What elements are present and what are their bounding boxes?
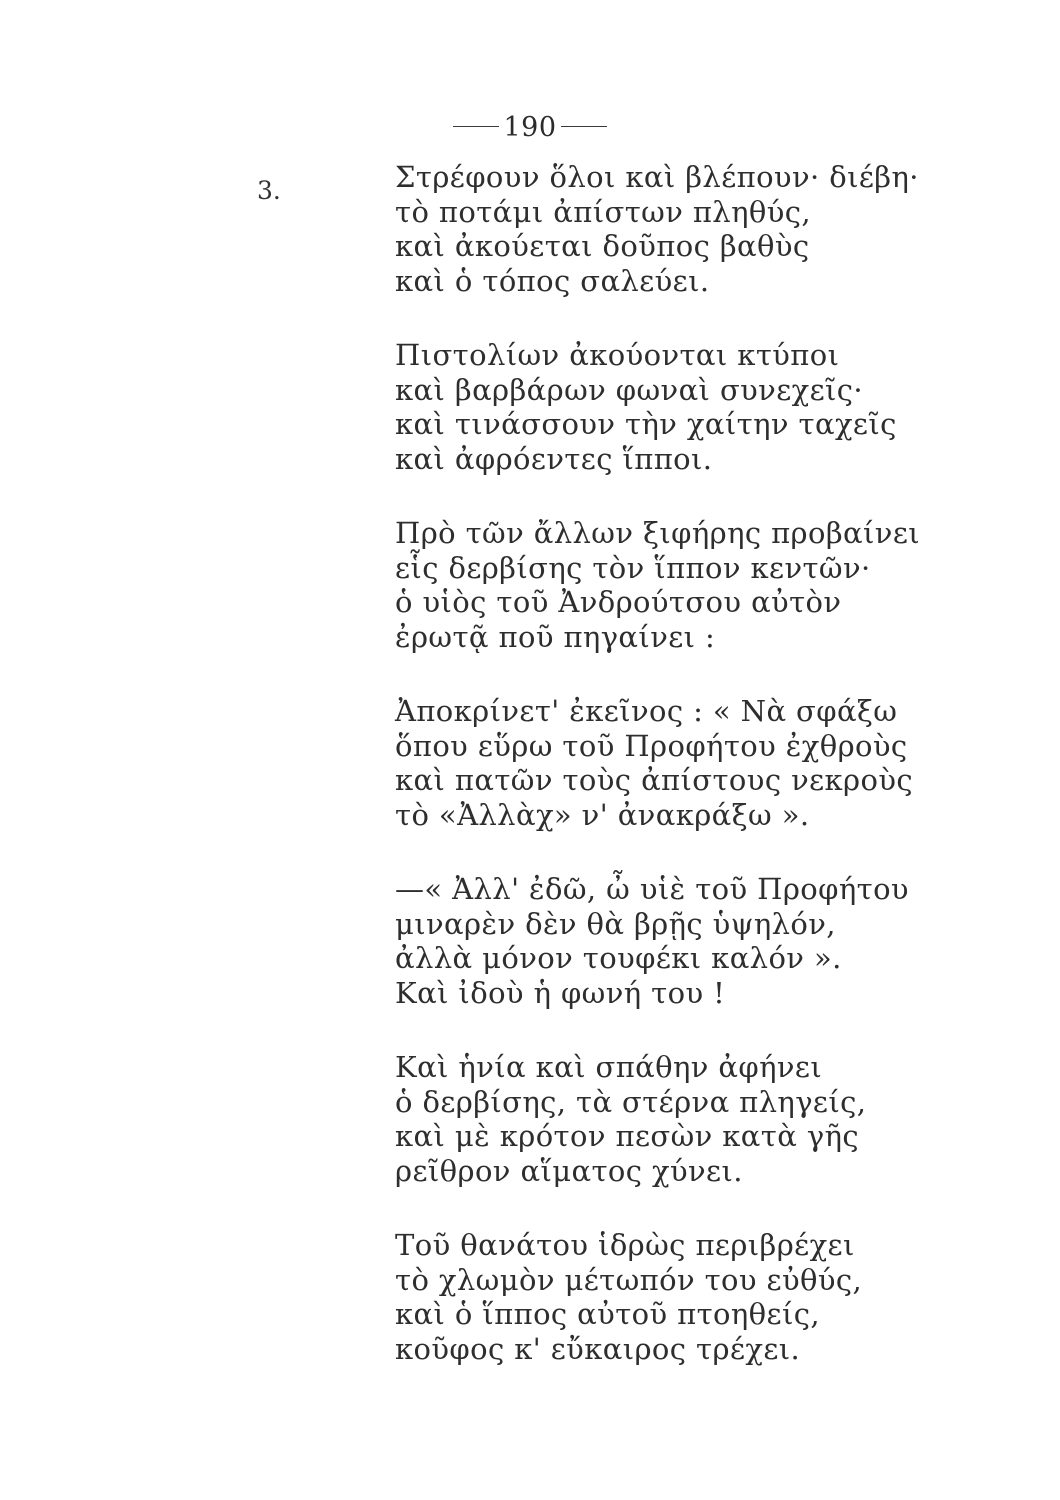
poem-line: Πρὸ τῶν ἄλλων ξιφήρης προβαίνει — [395, 516, 921, 550]
poem-line: Στρέφουν ὅλοι καὶ βλέπουν· διέβη· — [395, 160, 919, 194]
poem-line: Καὶ ἰδοὺ ἡ φωνή του ! — [395, 975, 726, 1010]
poem-line: τὸ χλωμὸν μέτωπόν του εὐθύς, — [395, 1262, 863, 1297]
poem-line: κοῦφος κ' εὔκαιρος τρέχει. — [395, 1331, 801, 1366]
poem-line: ὁ δερβίσης, τὰ στέρνα πληγείς, — [395, 1084, 867, 1119]
page-number-dash-left — [453, 126, 499, 127]
stanza-2 — [395, 338, 1015, 476]
stanza-3 — [395, 516, 1015, 654]
stanza-7 — [395, 1228, 1015, 1366]
page-number — [0, 112, 1060, 143]
poem-line: καὶ ὁ ἵππος αὐτοῦ πτοηθείς, — [395, 1297, 820, 1331]
poem-line: μιναρὲν δὲν θὰ βρῇς ὑψηλόν, — [395, 906, 836, 941]
stanza-5 — [395, 872, 1015, 1010]
poem-line: τὸ ποτάμι ἀπίστων πληθύς, — [395, 194, 812, 229]
poem-line: καὶ μὲ κρότον πεσὼν κατὰ γῆς — [395, 1119, 859, 1153]
poem-line: καὶ βαρβάρων φωναὶ συνεχεῖς· — [395, 372, 864, 407]
stanza-1 — [395, 160, 1015, 298]
poem-line: καὶ τινάσσουν τὴν χαίτην ταχεῖς — [395, 407, 897, 441]
page-number-text: 190 — [503, 112, 557, 143]
poem-line: Τοῦ θανάτου ἱδρὼς περιβρέχει — [395, 1228, 855, 1262]
stanza-4 — [395, 694, 1015, 832]
poem-line: Ἀποκρίνετ' ἐκεῖνος : « Νὰ σφάξω — [395, 694, 898, 728]
poem-line: καὶ ἀφρόεντες ἵπποι. — [395, 441, 713, 476]
poem-line: ὁ υἱὸς τοῦ Ἀνδρούτσου αὐτὸν — [395, 585, 842, 619]
poem-line: Πιστολίων ἀκούονται κτύποι — [395, 338, 840, 372]
poem-line: τὸ «Ἀλλὰχ» ν' ἀνακράξω ». — [395, 797, 810, 832]
poem-line: —« Ἀλλ' ἐδῶ, ὦ υἱὲ τοῦ Προφήτου — [395, 872, 909, 906]
poem-line: καὶ πατῶν τοὺς ἀπίστους νεκροὺς — [395, 763, 914, 797]
poem — [395, 160, 1015, 1406]
poem-line: καὶ ἀκούεται δοῦπος βαθὺς — [395, 229, 810, 263]
poem-line: ρεῖθρον αἵματος χύνει. — [395, 1153, 743, 1188]
stanza-6 — [395, 1050, 1015, 1188]
poem-line: ἐρωτᾷ ποῦ πηγαίνει : — [395, 619, 716, 654]
poem-line: Καὶ ἡνία καὶ σπάθην ἀφήνει — [395, 1050, 823, 1084]
section-marker: 3. — [257, 176, 281, 205]
poem-line: καὶ ὁ τόπος σαλεύει. — [395, 263, 710, 298]
poem-line: εἷς δερβίσης τὸν ἵππον κεντῶν· — [395, 550, 871, 585]
poem-line: ἀλλὰ μόνον τουφέκι καλόν ». — [395, 941, 842, 975]
page-number-dash-right — [561, 126, 607, 127]
poem-line: ὅπου εὕρω τοῦ Προφήτου ἐχθροὺς — [395, 728, 908, 763]
